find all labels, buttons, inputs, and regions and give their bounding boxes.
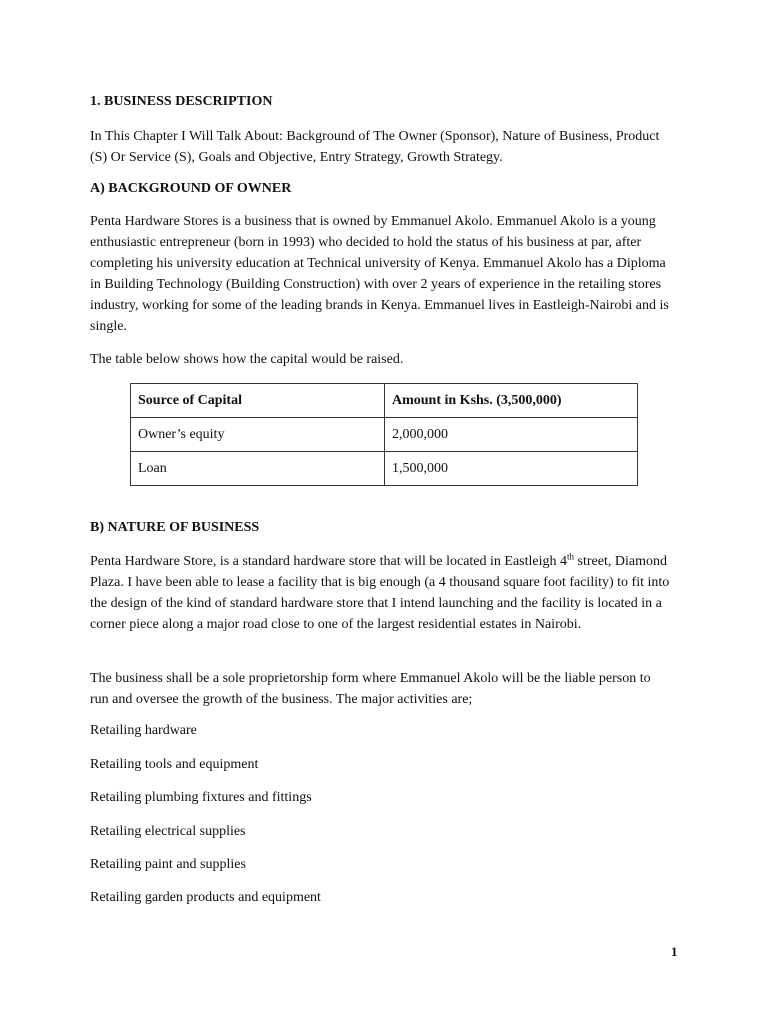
background-paragraph: Penta Hardware Stores is a business that is owned by Emmanuel Akolo. Emmanuel Akolo is a young enthusiastic entrepreneur (born in 1993) who decided to hold the status of his business at par, after completing his university education at Technical university of Kenya. Emmanuel Akolo has a Diploma in Building Technology (Building Construction) with over 2 years of experience in the retailing stores industry, working for some of the leading brands in Kenya. Emmanuel lives in Eastleigh-Nairobi and is single. xyxy=(90,214,669,334)
table-cell: Owner’s equity xyxy=(131,418,385,452)
ownership-paragraph: The business shall be a sole proprietorship form where Emmanuel Akolo will be the liable person to run and oversee the growth of the business. The major activities are; xyxy=(90,671,651,707)
ordinal-suffix: th xyxy=(567,551,575,562)
table-intro-paragraph: The table below shows how the capital would be raised. xyxy=(90,352,404,367)
nature-paragraph xyxy=(90,551,672,635)
table-header-cell: Source of Capital xyxy=(131,384,385,418)
table-cell: 1,500,000 xyxy=(385,452,638,486)
section-heading-nature: B) NATURE OF BUSINESS xyxy=(90,520,260,535)
activity-list-item: Retailing tools and equipment xyxy=(90,757,259,772)
table-cell: Loan xyxy=(131,452,385,486)
activity-list-item: Retailing garden products and equipment xyxy=(90,890,321,905)
nature-text-rest: street, Diamond Plaza. I have been able to lease a facility that is big enough (a 4 thousand square foot facility) to fit into the design of the kind of standard hardware store that I intend launching and the facility is located in a corner piece along a major road close to one of the largest residential estates in Nairobi. xyxy=(90,554,670,632)
table-row xyxy=(131,452,638,486)
page-number: 1 xyxy=(671,944,678,959)
capital-table xyxy=(130,383,638,486)
intro-paragraph: In This Chapter I Will Talk About: Background of The Owner (Sponsor), Nature of Business, Product (S) Or Service (S), Goals and Objective, Entry Strategy, Growth Strategy. xyxy=(90,129,660,165)
activity-list-item: Retailing plumbing fixtures and fittings xyxy=(90,790,312,805)
nature-text-start: Penta Hardware Store, is a standard hardware store that will be located in Eastleigh 4 xyxy=(90,554,568,569)
activity-list-item: Retailing electrical supplies xyxy=(90,824,246,839)
activity-list-item: Retailing paint and supplies xyxy=(90,857,246,872)
section-heading-background: A) BACKGROUND OF OWNER xyxy=(90,181,292,196)
activity-list-item: Retailing hardware xyxy=(90,723,197,738)
table-header-cell: Amount in Kshs. (3,500,000) xyxy=(385,384,638,418)
table-header-row xyxy=(131,384,638,418)
table-cell: 2,000,000 xyxy=(385,418,638,452)
table-row xyxy=(131,418,638,452)
section-heading-business-description: 1. BUSINESS DESCRIPTION xyxy=(90,94,273,109)
